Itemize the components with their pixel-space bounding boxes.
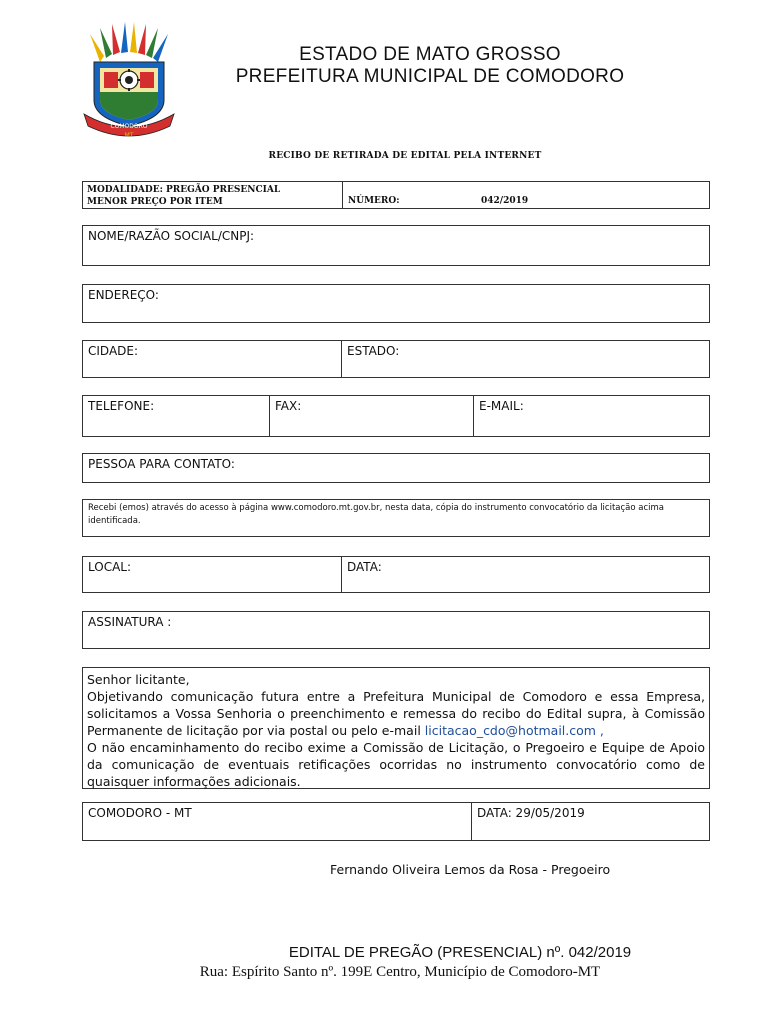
signatory: Fernando Oliveira Lemos da Rosa - Pregoeiro: [330, 862, 611, 877]
notice-greeting: Senhor licitante,: [87, 672, 190, 687]
telefone-field[interactable]: [83, 396, 269, 436]
municipal-crest-logo: [80, 22, 178, 140]
endereco-label: ENDEREÇO:: [88, 288, 159, 302]
notice-email-link[interactable]: licitacao_cdo@hotmail.com ,: [424, 723, 604, 738]
fax-label: FAX:: [275, 399, 302, 413]
local-data-row: [82, 556, 710, 593]
numero-value: 042/2019: [481, 196, 529, 206]
notice-paragraph-2: O não encaminhamento do recibo exime a Comissão de Licitação, o Pregoeiro e Equipe de Apoio da comunicação de eventuais retificações ocorridas no instrumento convocatório como de quaisquer informações adicionais.: [87, 740, 705, 789]
numero-cell: [342, 182, 709, 208]
document-title: RECIBO DE RETIRADA DE EDITAL PELA INTERNET: [268, 151, 542, 161]
modalidade-box: [82, 181, 710, 209]
fax-field[interactable]: [269, 396, 473, 436]
modalidade-line2: MENOR PREÇO POR ITEM: [87, 197, 223, 207]
modalidade-line1: MODALIDADE: PREGÃO PRESENCIAL: [87, 185, 281, 195]
contato-field[interactable]: [82, 453, 710, 483]
crest-text: COMODORO: [110, 123, 148, 130]
cidade-estado-row: [82, 340, 710, 378]
local-field[interactable]: [83, 557, 341, 592]
assinatura-field[interactable]: [82, 611, 710, 649]
place-text: COMODORO - MT: [88, 806, 192, 820]
telefone-label: TELEFONE:: [88, 399, 155, 413]
notice-body-1: Objetivando comunicação futura entre a Prefeitura Municipal de Comodoro e essa Empresa, solicitamos a Vossa Senhoria o preenchimento e remessa do recibo do Edital supra, à Comissão Permanente de licitação por via postal ou pelo e-mail: [87, 689, 705, 738]
place-date-row: [82, 802, 710, 841]
footer-edital: EDITAL DE PREGÃO (PRESENCIAL) nº. 042/2019: [288, 944, 632, 961]
estado-label: ESTADO:: [347, 344, 400, 358]
data-field[interactable]: [341, 557, 709, 592]
nome-field[interactable]: [82, 225, 710, 266]
notice-paragraph-1: [87, 688, 705, 739]
contact-row: [82, 395, 710, 437]
email-label: E-MAIL:: [479, 399, 524, 413]
place-cell: [83, 803, 471, 840]
header-state: ESTADO DE MATO GROSSO: [299, 44, 561, 65]
contato-label: PESSOA PARA CONTATO:: [88, 457, 235, 471]
estado-field[interactable]: [341, 341, 709, 377]
nome-label: NOME/RAZÃO SOCIAL/CNPJ:: [88, 229, 255, 243]
header-municipality: PREFEITURA MUNICIPAL DE COMODORO: [235, 66, 625, 87]
date-cell: [471, 803, 709, 840]
receipt-statement-box: [82, 499, 710, 537]
numero-label: NÚMERO:: [348, 196, 400, 206]
receipt-statement: Recebi (emos) através do acesso à página www.comodoro.mt.gov.br, nesta data, cópia do instrumento convocatório da licitação acima identificada.: [88, 503, 665, 526]
cidade-field[interactable]: [83, 341, 341, 377]
assinatura-label: ASSINATURA :: [88, 615, 172, 629]
crest-ribbon: MT: [124, 132, 134, 139]
cidade-label: CIDADE:: [88, 344, 139, 358]
modalidade-cell: [83, 182, 342, 208]
notice-box: [82, 667, 710, 789]
email-field[interactable]: [473, 396, 709, 436]
local-label: LOCAL:: [88, 560, 132, 574]
notice-text: [87, 671, 705, 790]
date-text: DATA: 29/05/2019: [477, 806, 585, 820]
footer-address: Rua: Espírito Santo nº. 199E Centro, Município de Comodoro-MT: [199, 964, 601, 980]
data-label: DATA:: [347, 560, 382, 574]
endereco-field[interactable]: [82, 284, 710, 323]
